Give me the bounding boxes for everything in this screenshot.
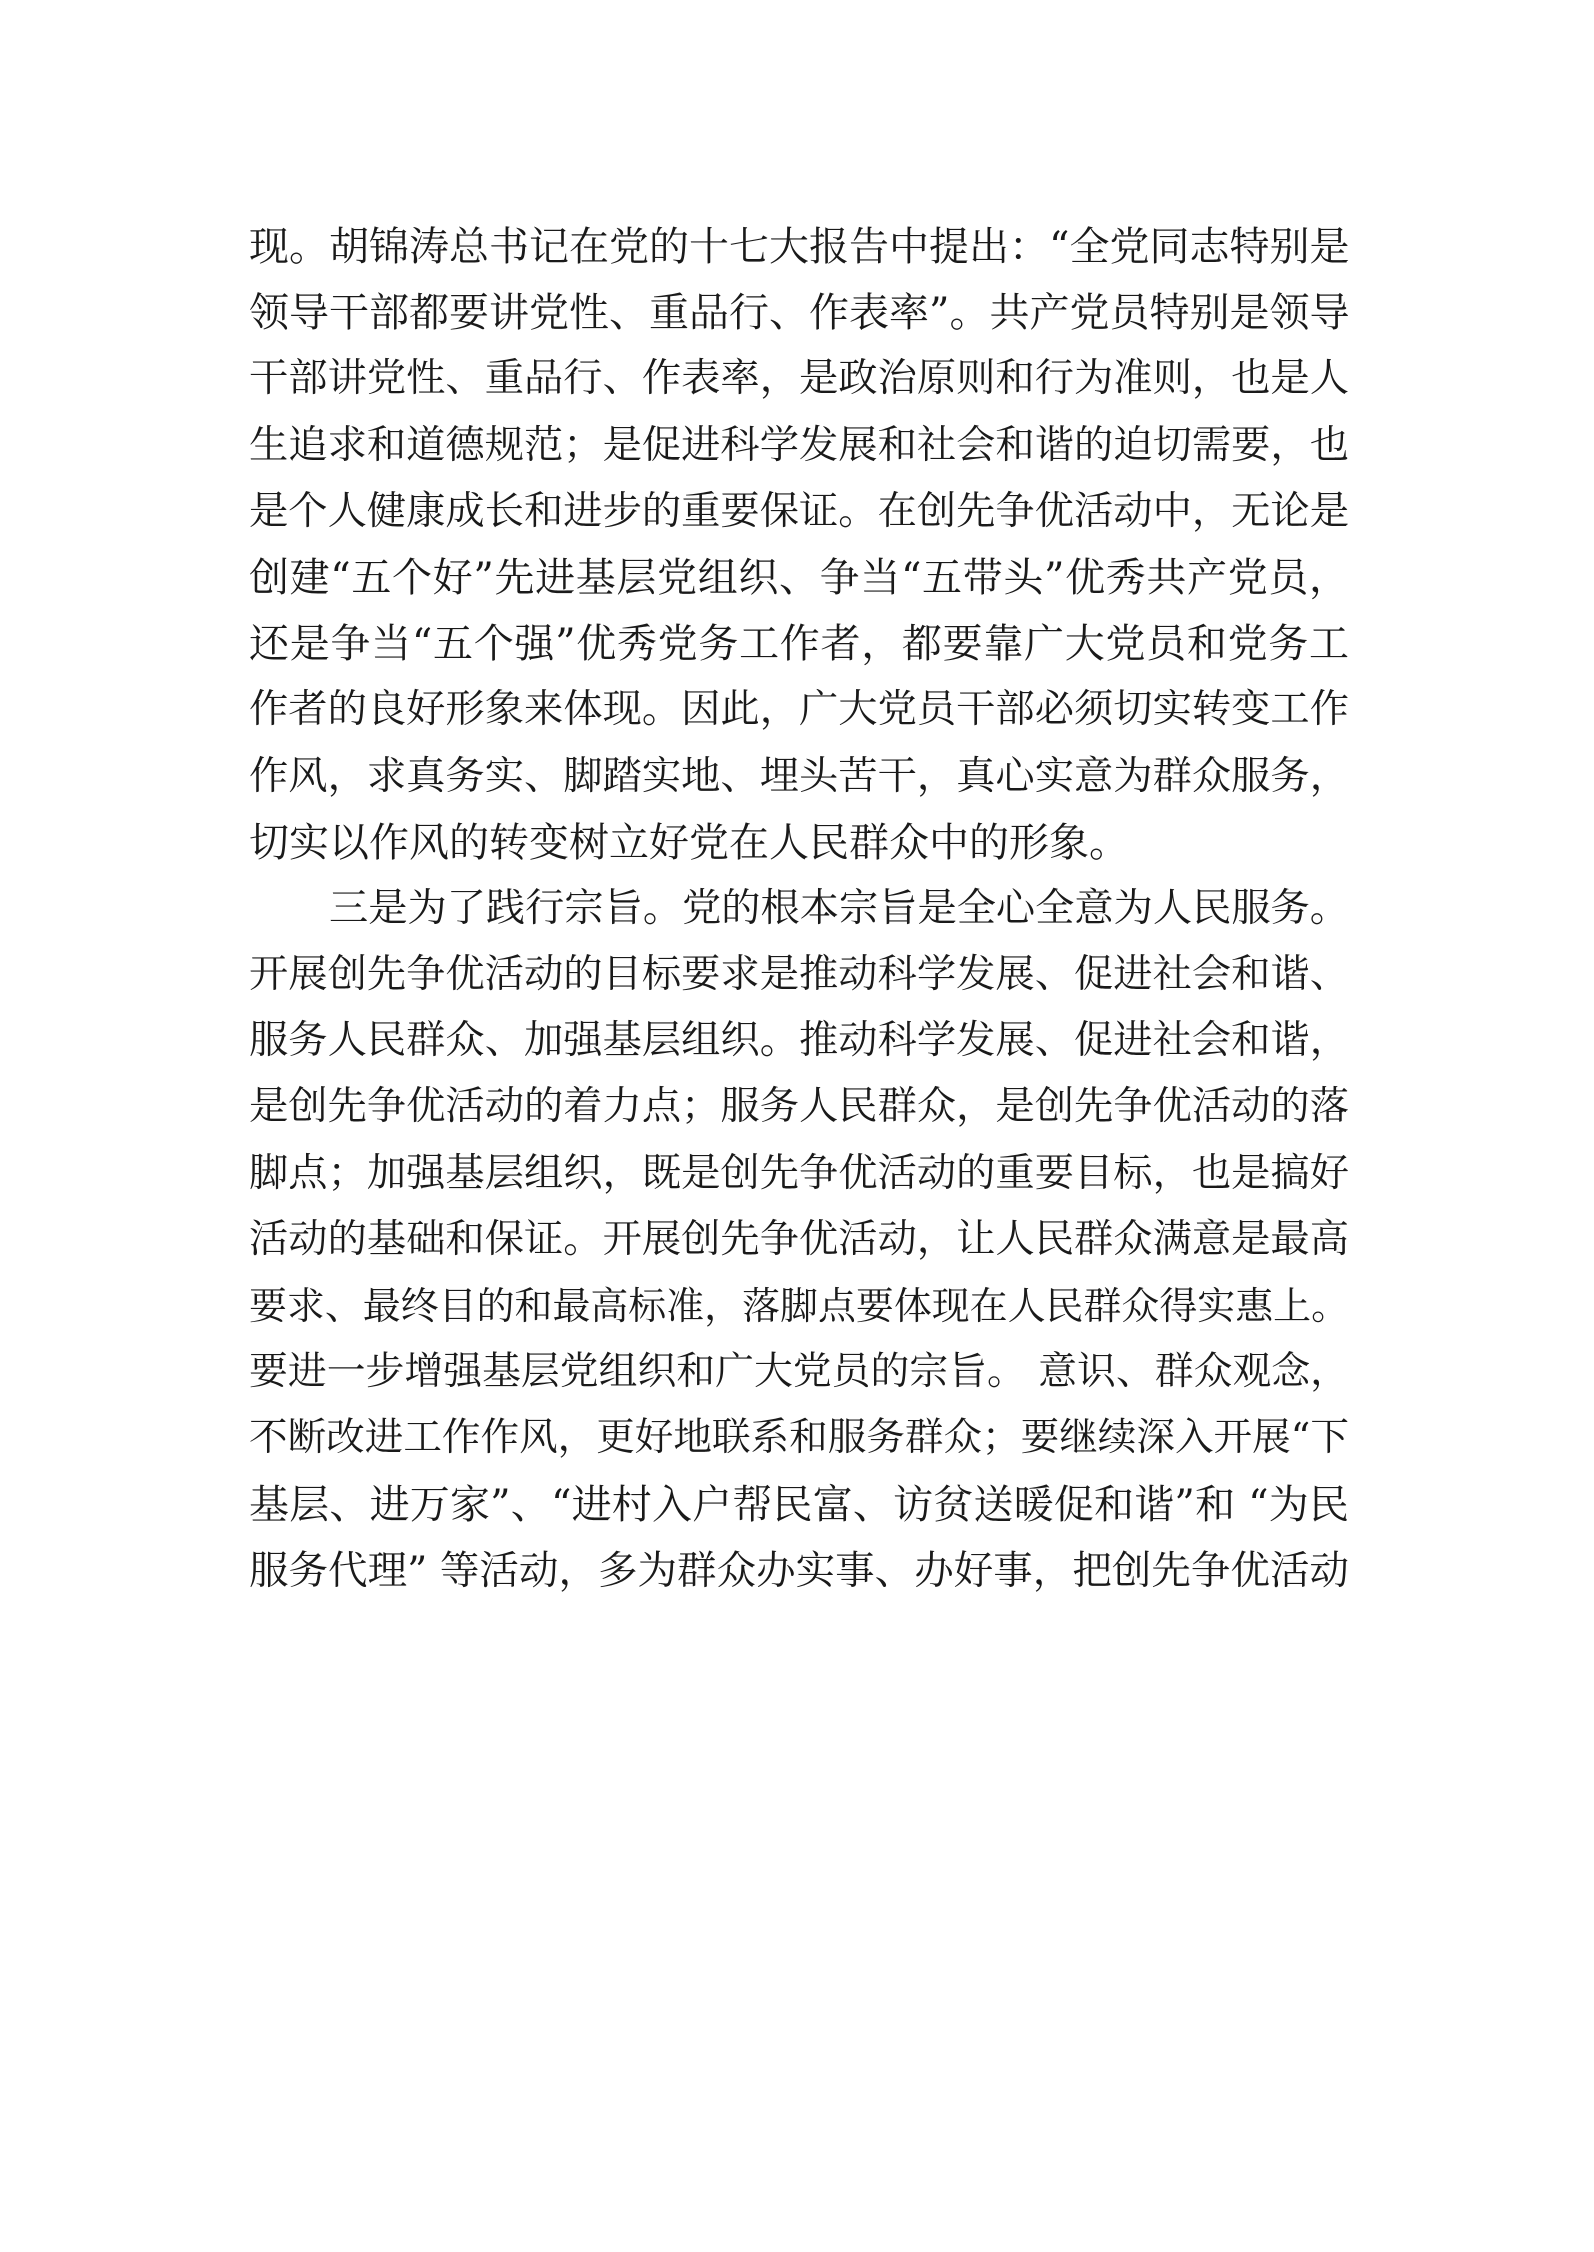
text-line: 干部讲党性、重品行、作表率，是政治原则和行为准则，也是人 xyxy=(249,356,1349,402)
text-line: 服务代理” 等活动，多为群众办实事、办好事，把创先争优活动 xyxy=(249,1547,1349,1594)
text-line: 作风，求真务实、脚踏实地、埋头苦干，真心实意为群众服务， xyxy=(249,753,1349,799)
text-line: 是创先争优活动的着力点；服务人民群众，是创先争优活动的落 xyxy=(249,1084,1349,1130)
text-line: 还是争当“五个强”优秀党务工作者，都要靠广大党员和党务工 xyxy=(249,621,1349,668)
text-line: 创建“五个好”先进基层党组织、争当“五带头”优秀共产党员， xyxy=(249,554,1349,601)
text-line: 领导干部都要讲党性、重品行、作表率”。共产党员特别是领导 xyxy=(249,290,1350,337)
text-line: 基层、进万家”、“进村入户帮民富、访贫送暖促和谐”和 “为民 xyxy=(249,1481,1349,1528)
text-line: 脚点；加强基层组织，既是创先争优活动的重要目标，也是搞好 xyxy=(249,1150,1349,1196)
text-line: 是个人健康成长和进步的重要保证。在创先争优活动中，无论是 xyxy=(249,488,1349,534)
body-text xyxy=(249,214,1349,1604)
text-line: 切实以作风的转变树立好党在人民群众中的形象。 xyxy=(249,819,1129,866)
text-line: 开展创先争优活动的目标要求是推动科学发展、促进社会和谐、 xyxy=(249,952,1349,998)
text-line: 服务人民群众、加强基层组织。推动科学发展、促进社会和谐， xyxy=(249,1018,1349,1064)
text-line: 要进一步增强基层党组织和广大党员的宗旨。 意识、群众观念， xyxy=(249,1349,1349,1395)
text-line: 现。胡锦涛总书记在党的十七大报告中提出：“全党同志特别是 xyxy=(249,224,1350,270)
text-line: 活动的基础和保证。开展创先争优活动，让人民群众满意是最高 xyxy=(249,1216,1349,1262)
text-line: 不断改进工作作风，更好地联系和服务群众；要继续深入开展“下 xyxy=(249,1415,1349,1461)
text-line: 生追求和道德规范；是促进科学发展和社会和谐的迫切需要，也 xyxy=(249,422,1349,468)
paragraph-start-line: 三是为了践行宗旨。党的根本宗旨是全心全意为人民服务。 xyxy=(329,885,1349,931)
text-line: 要求、最终目的和最高标准，落脚点要体现在人民群众得实惠上。 xyxy=(249,1284,1349,1328)
text-line: 作者的良好形象来体现。因此，广大党员干部必须切实转变工作 xyxy=(249,687,1349,733)
